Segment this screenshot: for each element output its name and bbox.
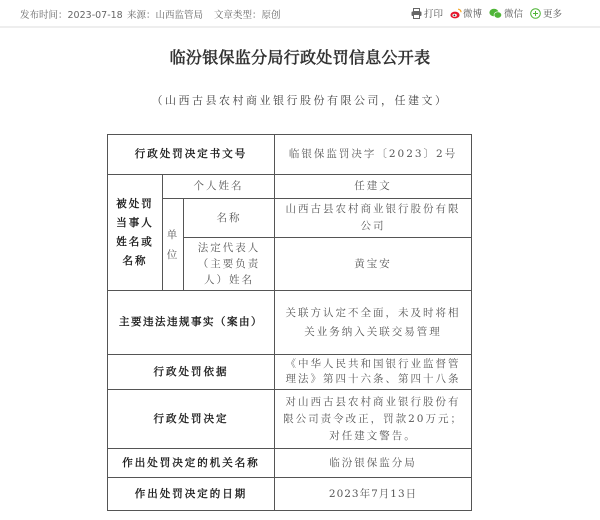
penalty-info-table [107,134,472,511]
wechat-icon [489,8,502,19]
date-label: 作出处罚决定的日期 [108,478,275,511]
authority-value: 临汾银保监分局 [275,449,472,478]
table-row-basis [108,355,472,390]
publish-time-value: 2023-07-18 [67,10,123,21]
source-label: 来源： [127,10,156,21]
source [127,7,203,21]
decision-line-2: 对任建文警告。 [329,429,417,442]
unit-label: 单位 [163,199,184,291]
wechat-label: 微信 [503,9,523,20]
article-type-label: 文章类型： [214,10,262,21]
unit-name-value: 山西古县农村商业银行股份有限公司 [275,199,472,238]
legal-rep-value: 黄宝安 [275,238,472,291]
plus-circle-icon [530,8,541,19]
article-type [214,7,281,21]
individual-name-label: 个人姓名 [163,175,275,199]
share-toolbar [411,6,562,20]
individual-name-value: 任建文 [275,175,472,199]
basis-value: 《中华人民共和国银行业监督管理法》第四十六条、第四十八条 [275,355,472,390]
table-row-authority [108,449,472,478]
printer-icon [411,8,422,19]
article-type-value: 原创 [261,10,281,21]
unit-name-label: 名称 [184,199,275,238]
legal-rep-label: 法定代表人（主要负责人）姓名 [184,238,275,291]
more-share-button[interactable] [530,6,562,20]
decision-number-label: 行政处罚决定书文号 [108,135,275,175]
decision-number-value: 临银保监罚决字〔2023〕2号 [275,135,472,175]
table-row-individual-name [108,175,472,199]
party-label: 被处罚当事人姓名或名称 [108,175,163,291]
violation-label: 主要违法违规事实（案由） [108,291,275,355]
table-row-unit-name [108,199,472,238]
publish-time-label: 发布时间： [20,10,68,21]
decision-value [275,390,472,449]
article-meta-bar [0,0,600,28]
weibo-share-button[interactable] [450,6,482,20]
weibo-label: 微博 [462,9,482,20]
weibo-icon [450,8,461,19]
date-value: 2023年7月13日 [275,478,472,511]
authority-label: 作出处罚决定的机关名称 [108,449,275,478]
print-button[interactable] [411,6,443,20]
page-title: 临汾银保监分局行政处罚信息公开表 [169,48,431,67]
table-row-decision [108,390,472,449]
print-label: 打印 [423,9,443,20]
decision-line-1: 对山西古县农村商业银行股份有限公司责令改正，罚款20万元； [283,395,463,425]
basis-label: 行政处罚依据 [108,355,275,390]
page-subtitle: （山西古县农村商业银行股份有限公司，任建文） [151,94,449,107]
more-label: 更多 [542,9,562,20]
table-row-date [108,478,472,511]
wechat-share-button[interactable] [489,6,523,20]
table-row-decision-number [108,135,472,175]
violation-value: 关联方认定不全面，未及时将相关业务纳入关联交易管理 [275,291,472,355]
table-row-violation [108,291,472,355]
source-value: 山西监管局 [155,10,204,21]
publish-time [20,7,123,21]
decision-label: 行政处罚决定 [108,390,275,449]
